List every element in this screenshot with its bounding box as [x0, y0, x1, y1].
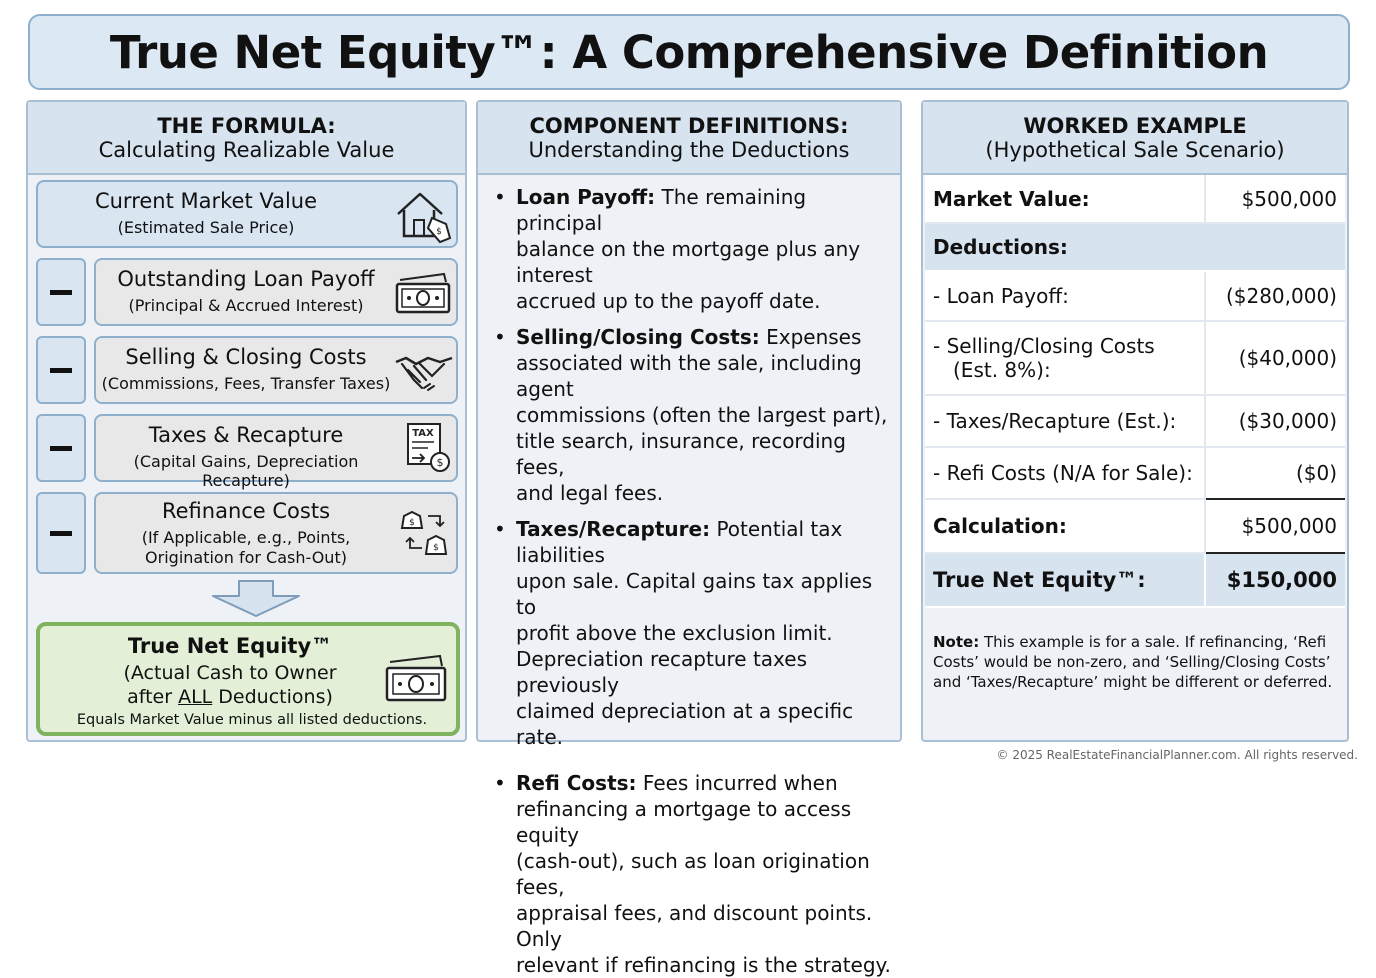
formula-subheading: Calculating Realizable Value — [98, 137, 395, 162]
refi-costs-sub2: Origination for Cash-Out) — [145, 548, 347, 567]
copyright-text: © 2025 RealEstateFinancialPlanner.com. All rights reserved. — [996, 748, 1358, 762]
market-value-sub: (Estimated Sale Price) — [117, 218, 295, 237]
loan-payoff-title: Outstanding Loan Payoff — [117, 267, 375, 291]
formula-heading: THE FORMULA: — [157, 113, 336, 138]
definition-item-loan-payoff: • Loan Payoff: The remaining principal balance on the mortgage plus any interest accrued up to the payoff date. — [486, 184, 896, 314]
table-row-refi-costs: - Refi Costs (N/A for Sale): ($0) — [925, 447, 1345, 499]
selling-costs-title: Selling & Closing Costs — [125, 345, 367, 369]
result-line2: after ALL Deductions) — [127, 686, 333, 708]
worked-example-subheading: (Hypothetical Sale Scenario) — [985, 137, 1285, 162]
cash-stack-icon — [384, 654, 448, 702]
refi-costs-sub: (If Applicable, e.g., Points, — [141, 528, 351, 547]
result-line1: (Actual Cash to Owner — [123, 662, 337, 684]
definition-item-taxes-recapture: • Taxes/Recapture: Potential tax liabilities upon sale. Capital gains tax applies to profit above the exclusion limit. Depreciation recapture taxes previously claimed depreciation at a specific rate. — [486, 516, 896, 750]
worked-example-heading: WORKED EXAMPLE — [1023, 113, 1247, 138]
selling-costs-sub: (Commissions, Fees, Transfer Taxes) — [101, 374, 391, 393]
svg-text:$: $ — [433, 543, 439, 553]
table-row-deductions: Deductions: — [925, 223, 1345, 271]
handshake-icon — [394, 348, 454, 394]
title-banner — [28, 14, 1350, 90]
house-tag-icon — [394, 188, 456, 244]
definition-item-refi-costs: • Refi Costs: Fees incurred when refinancing a mortgage to access equity (cash-out), such as loan origination fees, appraisal fees, and discount points. Only relevant if refinancing is the strategy. — [486, 770, 896, 978]
money-bags-exchange-icon — [398, 506, 454, 562]
market-value-title: Current Market Value — [94, 189, 318, 213]
loan-payoff-sub: (Principal & Accrued Interest) — [128, 296, 364, 315]
example-note: Note: This example is for a sale. If refinancing, ‘Refi Costs’ would be non-zero, and ‘Selling/Closing Costs’ and ‘Taxes/Recapture’ might be different or deferred. — [933, 633, 1333, 691]
result-line3: Equals Market Value minus all listed deductions. — [76, 712, 428, 728]
table-row-selling-costs: - Selling/Closing Costs (Est. 8%): ($40,000) — [925, 321, 1345, 395]
worked-example-panel — [921, 100, 1349, 742]
market-value-box — [36, 180, 458, 248]
svg-text:$: $ — [436, 227, 442, 237]
table-row-true-net-equity: True Net Equity™: $150,000 — [925, 553, 1345, 607]
formula-panel — [26, 100, 467, 742]
cash-stack-icon — [394, 272, 452, 314]
definitions-subheading: Understanding the Deductions — [528, 137, 850, 162]
page-title: True Net Equity™: A Comprehensive Definition — [109, 25, 1269, 79]
true-net-equity-result-box — [36, 622, 460, 736]
svg-text:$: $ — [436, 456, 444, 469]
definitions-panel — [476, 100, 902, 977]
selling-costs-box — [94, 336, 458, 404]
minus-operator-refi — [36, 492, 86, 574]
definitions-panel-header — [478, 102, 900, 175]
taxes-box — [94, 414, 458, 490]
minus-operator-selling — [36, 336, 86, 404]
worked-example-table — [925, 175, 1345, 608]
down-arrow-icon — [211, 580, 301, 618]
table-row-calculation: Calculation: $500,000 — [925, 499, 1345, 553]
table-row-market-value: Market Value: $500,000 — [925, 175, 1345, 223]
minus-operator-taxes — [36, 414, 86, 482]
table-row-loan-payoff: - Loan Payoff: ($280,000) — [925, 271, 1345, 321]
result-title: True Net Equity™ — [127, 634, 333, 658]
refi-costs-box — [94, 492, 458, 574]
tax-icon-text: TAX — [412, 428, 434, 439]
minus-operator-loan — [36, 258, 86, 326]
worked-example-header — [923, 102, 1347, 175]
definitions-list — [486, 184, 896, 978]
definitions-heading: COMPONENT DEFINITIONS: — [529, 113, 849, 138]
taxes-sub: (Capital Gains, Depreciation Recapture) — [133, 452, 359, 490]
formula-panel-header — [28, 102, 465, 175]
tax-document-icon — [406, 422, 454, 478]
taxes-title: Taxes & Recapture — [148, 423, 344, 447]
svg-text:$: $ — [409, 518, 415, 528]
loan-payoff-box — [94, 258, 458, 326]
refi-costs-title: Refinance Costs — [161, 499, 331, 523]
table-row-taxes: - Taxes/Recapture (Est.): ($30,000) — [925, 395, 1345, 447]
definition-item-selling-costs: • Selling/Closing Costs: Expenses associated with the sale, including agent commissions (often the largest part), title search, insurance, recording fees, and legal fees. — [486, 324, 896, 506]
